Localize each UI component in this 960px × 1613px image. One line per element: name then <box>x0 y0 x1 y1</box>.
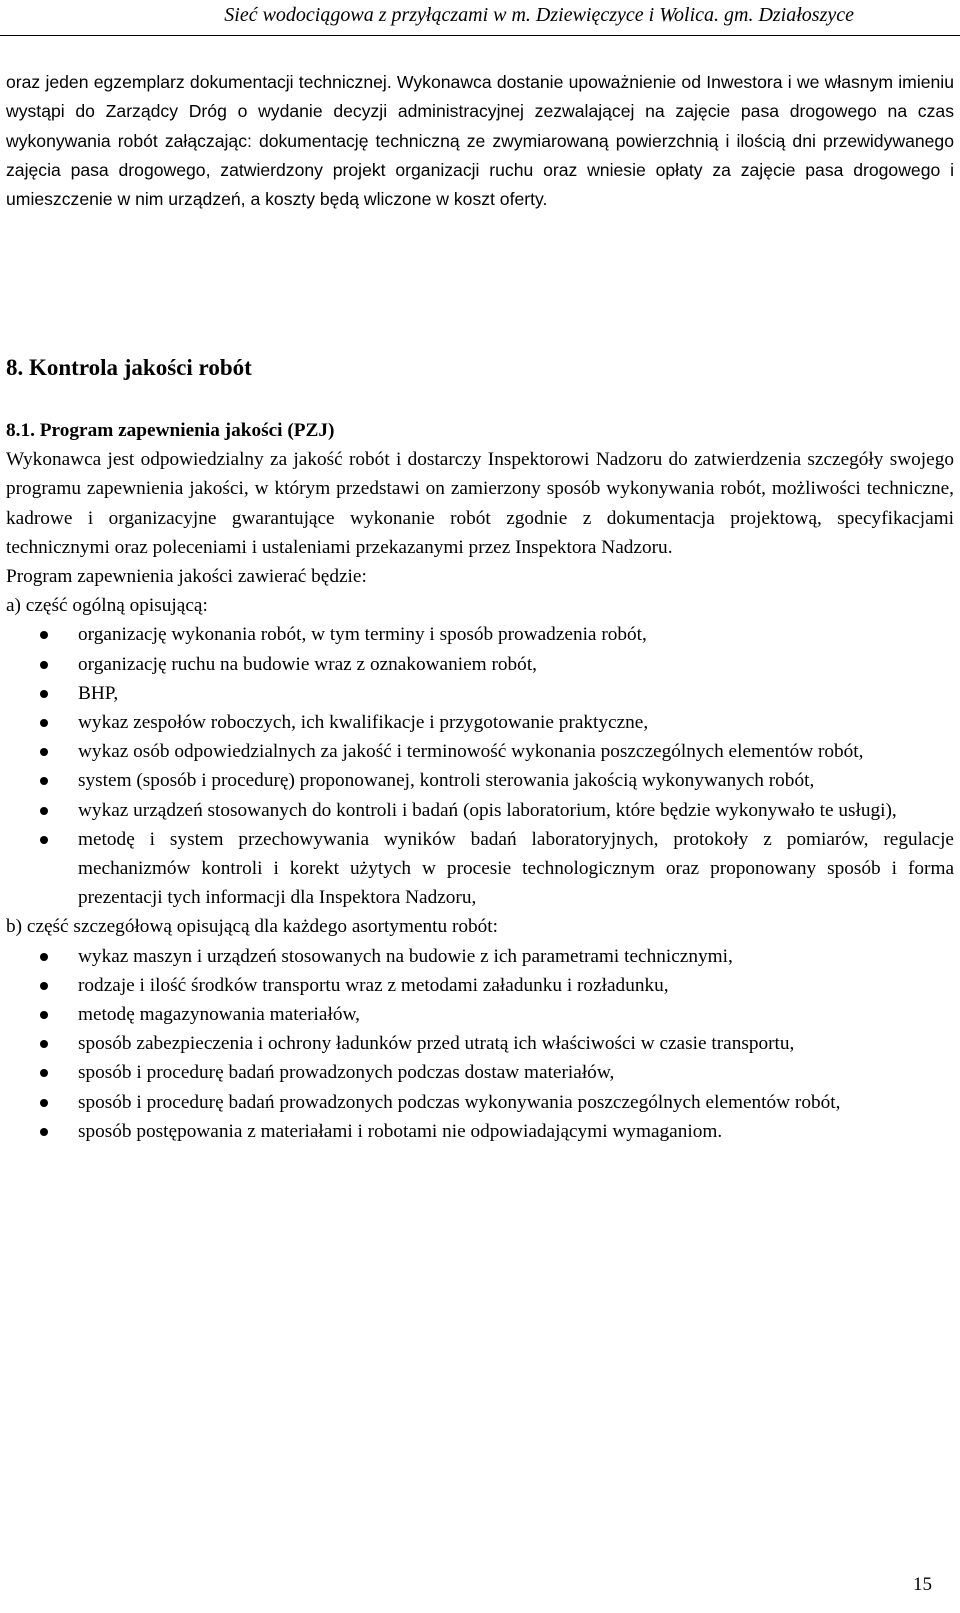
list-item-text: wykaz osób odpowiedzialnych za jakość i terminowość wykonania poszczególnych elementów robót, <box>78 741 864 763</box>
section-title: 8. Kontrola jakości robót <box>6 355 252 380</box>
list-item <box>6 796 954 825</box>
list-item-text: metodę magazynowania materiałów, <box>78 1004 360 1026</box>
bullet-icon <box>40 719 48 727</box>
bullet-icon <box>40 661 48 669</box>
bullet-icon <box>40 748 48 756</box>
list-item-text: sposób i procedurę badań prowadzonych podczas wykonywania poszczególnych elementów robót, <box>78 1091 841 1113</box>
list-item <box>6 1088 954 1117</box>
subsection-title: 8.1. Program zapewnienia jakości (PZJ) <box>6 420 335 441</box>
list-item-text: sposób i procedurę badań prowadzonych podczas dostaw materiałów, <box>78 1062 615 1084</box>
list-item-text: system (sposób i procedurę) proponowanej, kontroli sterowania jakością wykonywanych robót, <box>78 770 815 792</box>
list-item <box>6 1029 954 1058</box>
list-item <box>6 1000 954 1029</box>
bullet-icon <box>40 631 48 639</box>
list-item-text: wykaz maszyn i urządzeń stosowanych na budowie z ich parametrami technicznymi, <box>78 945 733 967</box>
bullet-icon <box>40 1011 48 1019</box>
list-item-text: rodzaje i ilość środków transportu wraz z metodami załadunku i rozładunku, <box>78 974 669 996</box>
running-header <box>0 0 960 36</box>
intro-paragraph: oraz jeden egzemplarz dokumentacji technicznej. Wykonawca dostanie upoważnienie od Inwestora i we własnym imieniu wystąpi do Zarządcy Dróg o wydanie decyzji administracyjnej zezwalającej na zajęcie pasa drogowego na czas wykonywania robót załączając: dokumentację techniczną ze zwymiarowaną powierzchnią i ilością dni przewidywanego zajęcia pasa drogowego, zatwierdzony projekt organizacji ruchu oraz wniesie opłaty za zajęcie pasa drogowego i umieszczenie w nim urządzeń, a koszty będą wliczone w koszt oferty. <box>6 72 954 210</box>
subsection-body: Wykonawca jest odpowiedzialny za jakość robót i dostarczy Inspektorowi Nadzoru do zatwierdzenia szczegóły swojego programu zapewnienia jakości, w którym przedstawi on zamierzony sposób wykonywania robót, możliwości techniczne, kadrowe i organizacyjne gwarantujące wykonanie robót zgodnie z dokumentacja projektową, specyfikacjami technicznymi oraz poleceniami i ustaleniami przekazanymi przez Inspektora Nadzoru. <box>6 449 954 558</box>
bullet-icon <box>40 690 48 698</box>
part-b-list <box>6 942 954 1146</box>
list-item-text: sposób postępowania z materiałami i robotami nie odpowiadającymi wymaganiom. <box>78 1120 723 1142</box>
bullet-icon <box>40 1040 48 1048</box>
list-item <box>6 679 954 708</box>
part-b-label: b) część szczegółową opisującą dla każdego asortymentu robót: <box>6 916 499 938</box>
document-body <box>6 68 954 1142</box>
list-item-text: BHP, <box>78 682 119 704</box>
bullet-icon <box>40 777 48 785</box>
list-item <box>6 825 954 913</box>
page-number: 15 <box>913 1574 932 1595</box>
part-a-label: a) część ogólną opisującą: <box>6 595 208 617</box>
list-item-text: wykaz zespołów roboczych, ich kwalifikacje i przygotowanie praktyczne, <box>78 712 649 734</box>
bullet-icon <box>40 1069 48 1077</box>
subsection-pzj <box>6 416 954 1146</box>
part-a-list <box>6 620 954 912</box>
list-item <box>6 1117 954 1146</box>
list-item <box>6 1058 954 1087</box>
running-header-title: Sieć wodociągowa z przyłączami w m. Dziewięczyce i Wolica. gm. Działoszyce <box>224 4 854 26</box>
list-item <box>6 708 954 737</box>
list-item-text: organizację wykonania robót, w tym terminy i sposób prowadzenia robót, <box>78 624 647 646</box>
list-item <box>6 971 954 1000</box>
bullet-icon <box>40 1099 48 1107</box>
list-item-text: organizację ruchu na budowie wraz z oznakowaniem robót, <box>78 653 537 675</box>
list-item <box>6 650 954 679</box>
bullet-icon <box>40 953 48 961</box>
list-item <box>6 737 954 766</box>
list-item-text: metodę i system przechowywania wyników badań laboratoryjnych, protokoły z pomiarów, regulacje mechanizmów kontroli i korekt użytych w procesie technologicznym oraz proponowany sposób i forma prezentacji tych informacji dla Inspektora Nadzoru, <box>78 828 954 909</box>
bullet-icon <box>40 807 48 815</box>
list-item <box>6 620 954 649</box>
list-item <box>6 942 954 971</box>
list-item <box>6 766 954 795</box>
bullet-icon <box>40 836 48 844</box>
bullet-icon <box>40 982 48 990</box>
list-item-text: wykaz urządzeń stosowanych do kontroli i badań (opis laboratorium, które będzie wykonywało te usługi), <box>78 799 897 821</box>
bullet-icon <box>40 1128 48 1136</box>
list-item-text: sposób zabezpieczenia i ochrony ładunków przed utratą ich właściwości w czasie transportu, <box>78 1033 795 1055</box>
program-lead: Program zapewnienia jakości zawierać będzie: <box>6 566 367 588</box>
